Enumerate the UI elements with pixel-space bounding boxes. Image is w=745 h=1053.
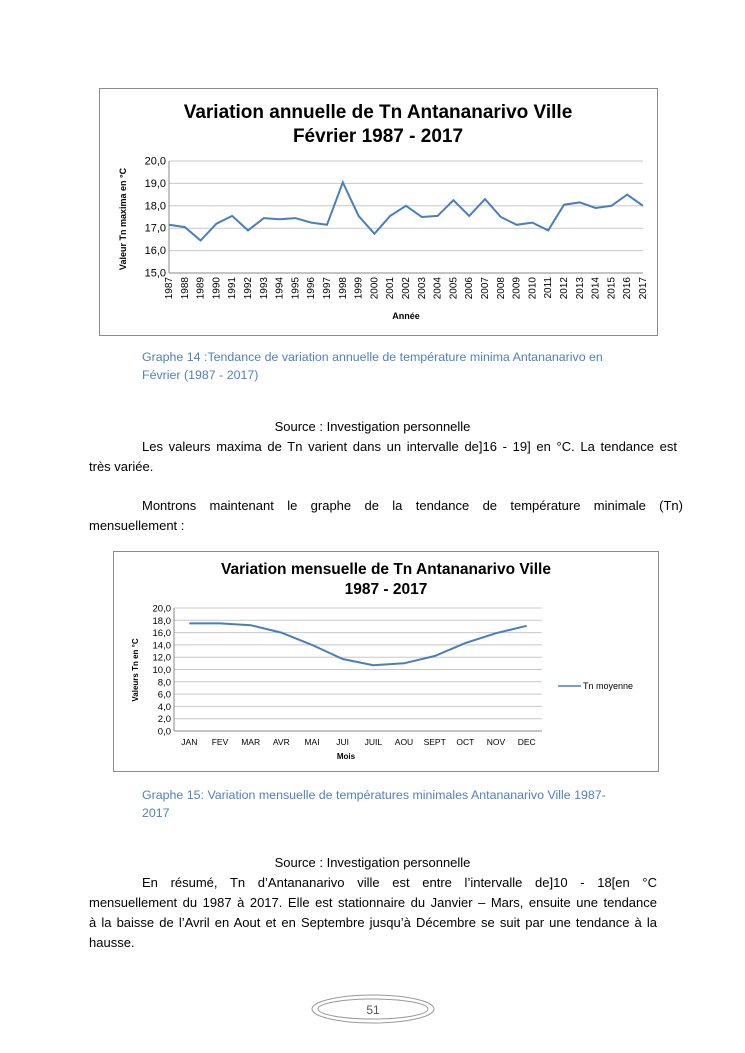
chart1-x-axis-label: Année (392, 311, 420, 321)
c1-y-tick-label: 16,0 (144, 245, 166, 258)
c1-x-tick-label: 1993 (258, 277, 270, 300)
c1-y-tick-label: 20,0 (144, 155, 166, 168)
chart2-y-axis-label: Valeurs Tn en °C (131, 638, 140, 702)
chart1-title-line2: Février 1987 - 2017 (292, 126, 464, 147)
c2-y-tick-label: 12,0 (152, 652, 171, 664)
c2-x-tick-label: MAI (304, 737, 320, 747)
graphe15-caption-line1: Graphe 15: Variation mensuelle de températures minimales Antananarivo Ville 1987- (142, 788, 606, 802)
c2-y-tick-label: 10,0 (152, 665, 171, 676)
c1-x-tick-label: 1987 (164, 277, 175, 300)
c1-x-tick-label: 1992 (243, 277, 254, 300)
paragraph-2-line1: Montrons maintenant le graphe de la tendance de température minimale (Tn) (142, 498, 683, 513)
c2-x-tick-label: AOU (394, 737, 414, 747)
c1-x-tick-label: 2017 (638, 277, 649, 300)
c1-x-tick-label: 2005 (448, 277, 460, 300)
c2-y-tick-label: 18,0 (152, 615, 171, 627)
c1-x-tick-label: 1988 (179, 277, 191, 300)
c2-series-line (189, 623, 526, 665)
c2-x-tick-label: DEC (517, 737, 536, 747)
c2-x-tick-label: NOV (486, 737, 506, 747)
c1-x-tick-label: 1991 (227, 277, 239, 300)
c1-x-tick-label: 2004 (432, 277, 444, 300)
paragraph-1-line2: très variée. (89, 459, 154, 474)
paragraph-3-line3: à la baisse de l’Avril en Aout et en Septembre jusqu’à Décembre se suit par une tendance à la (89, 915, 657, 930)
c1-series-line (169, 182, 643, 240)
monthly-tn-chart (113, 551, 659, 772)
c2-x-tick-label: MAR (241, 737, 261, 747)
c2-y-tick-label: 0,0 (157, 726, 171, 738)
c2-y-tick-label: 20,0 (152, 603, 171, 615)
paragraph-3-line1: En résumé, Tn d’Antananarivo ville est entre l’intervalle de]10 - 18[en °C (142, 875, 657, 890)
c1-x-tick-label: 1994 (274, 277, 286, 300)
c2-x-tick-label: JAN (181, 737, 198, 747)
c2-y-tick-label: 6,0 (157, 689, 171, 701)
c1-x-tick-label: 2010 (527, 277, 539, 300)
graphe15-caption (142, 786, 606, 822)
graphe14-caption (142, 348, 603, 384)
c1-x-tick-label: 2001 (385, 277, 397, 300)
chart1-y-axis-label: Valeur Tn maxima en °C (118, 167, 128, 271)
c1-x-tick-label: 2007 (480, 277, 491, 300)
c1-x-tick-label: 1999 (353, 277, 365, 300)
c1-x-tick-label: 2014 (590, 277, 602, 300)
c2-y-tick-label: 8,0 (157, 677, 171, 689)
c1-x-tick-label: 1995 (290, 277, 302, 300)
c1-x-tick-label: 2008 (495, 277, 507, 300)
annual-tn-chart-svg (100, 89, 657, 335)
c1-x-tick-label: 2009 (511, 277, 523, 300)
c1-x-tick-label: 1996 (306, 277, 318, 300)
chart2-x-axis-label: Mois (336, 752, 356, 761)
c2-x-tick-label: JUI (336, 737, 350, 747)
c2-y-tick-label: 16,0 (152, 628, 171, 640)
c2-x-tick-label: JUIL (364, 737, 383, 747)
c1-x-tick-label: 2002 (401, 277, 412, 300)
source-label-1: Source : Investigation personnelle (274, 419, 471, 434)
c2-y-tick-label: 2,0 (157, 714, 171, 726)
chart1-title-line1: Variation annuelle de Tn Antananarivo Ville (183, 102, 573, 123)
c1-x-tick-label: 1998 (337, 277, 349, 300)
paragraph-1 (89, 437, 677, 477)
c2-x-tick-label: FEV (211, 737, 229, 747)
c1-x-tick-label: 2011 (543, 277, 555, 299)
c1-y-tick-label: 19,0 (144, 177, 166, 190)
c2-y-tick-label: 14,0 (152, 640, 171, 652)
c1-x-tick-label: 2013 (574, 277, 586, 300)
chart2-title-line2: 1987 - 2017 (344, 581, 428, 598)
c1-x-tick-label: 1997 (322, 277, 333, 300)
c1-x-tick-label: 2000 (369, 277, 381, 300)
graphe15-caption-line2: 2017 (142, 806, 170, 820)
c1-y-tick-label: 15,0 (144, 267, 166, 280)
graphe14-caption-line2: Février (1987 - 2017) (142, 368, 259, 382)
chart2-title-line1: Variation mensuelle de Tn Antananarivo Ville (221, 561, 551, 578)
c2-x-tick-label: AVR (272, 737, 290, 747)
page-number: 51 (366, 1003, 380, 1017)
paragraph-3-line2: mensuellement du 1987 à 2017. Elle est stationnaire du Janvier – Mars, ensuite une tendance (89, 895, 657, 910)
paragraph-1-line1: Les valeurs maxima de Tn varient dans un intervalle de]16 - 19] en °C. La tendance est (142, 439, 677, 454)
paragraph-2-line2: mensuellement : (89, 518, 185, 533)
annual-tn-chart (99, 88, 658, 336)
monthly-tn-chart-svg (114, 552, 658, 771)
c1-y-tick-label: 18,0 (144, 200, 166, 213)
c2-x-tick-label: OCT (456, 737, 475, 747)
c1-x-tick-label: 2006 (464, 277, 476, 300)
c1-x-tick-label: 2003 (416, 277, 428, 300)
c1-x-tick-label: 2016 (622, 277, 634, 300)
c2-x-tick-label: SEPT (423, 737, 446, 747)
source-label-2: Source : Investigation personnelle (274, 855, 471, 870)
paragraph-2 (89, 496, 683, 536)
chart2-legend-label: Tn moyenne (583, 681, 634, 691)
c1-x-tick-label: 2015 (606, 277, 618, 300)
c1-x-tick-label: 1990 (211, 277, 223, 300)
paragraph-3-line4: hausse. (89, 935, 135, 950)
c2-y-tick-label: 4,0 (157, 701, 171, 713)
paragraph-3 (89, 873, 657, 953)
c1-y-tick-label: 17,0 (144, 222, 166, 235)
c1-x-tick-label: 2012 (559, 277, 570, 300)
c1-x-tick-label: 1989 (195, 277, 207, 300)
graphe14-caption-line1: Graphe 14 :Tendance de variation annuelle de température minima Antananarivo en (142, 350, 603, 364)
